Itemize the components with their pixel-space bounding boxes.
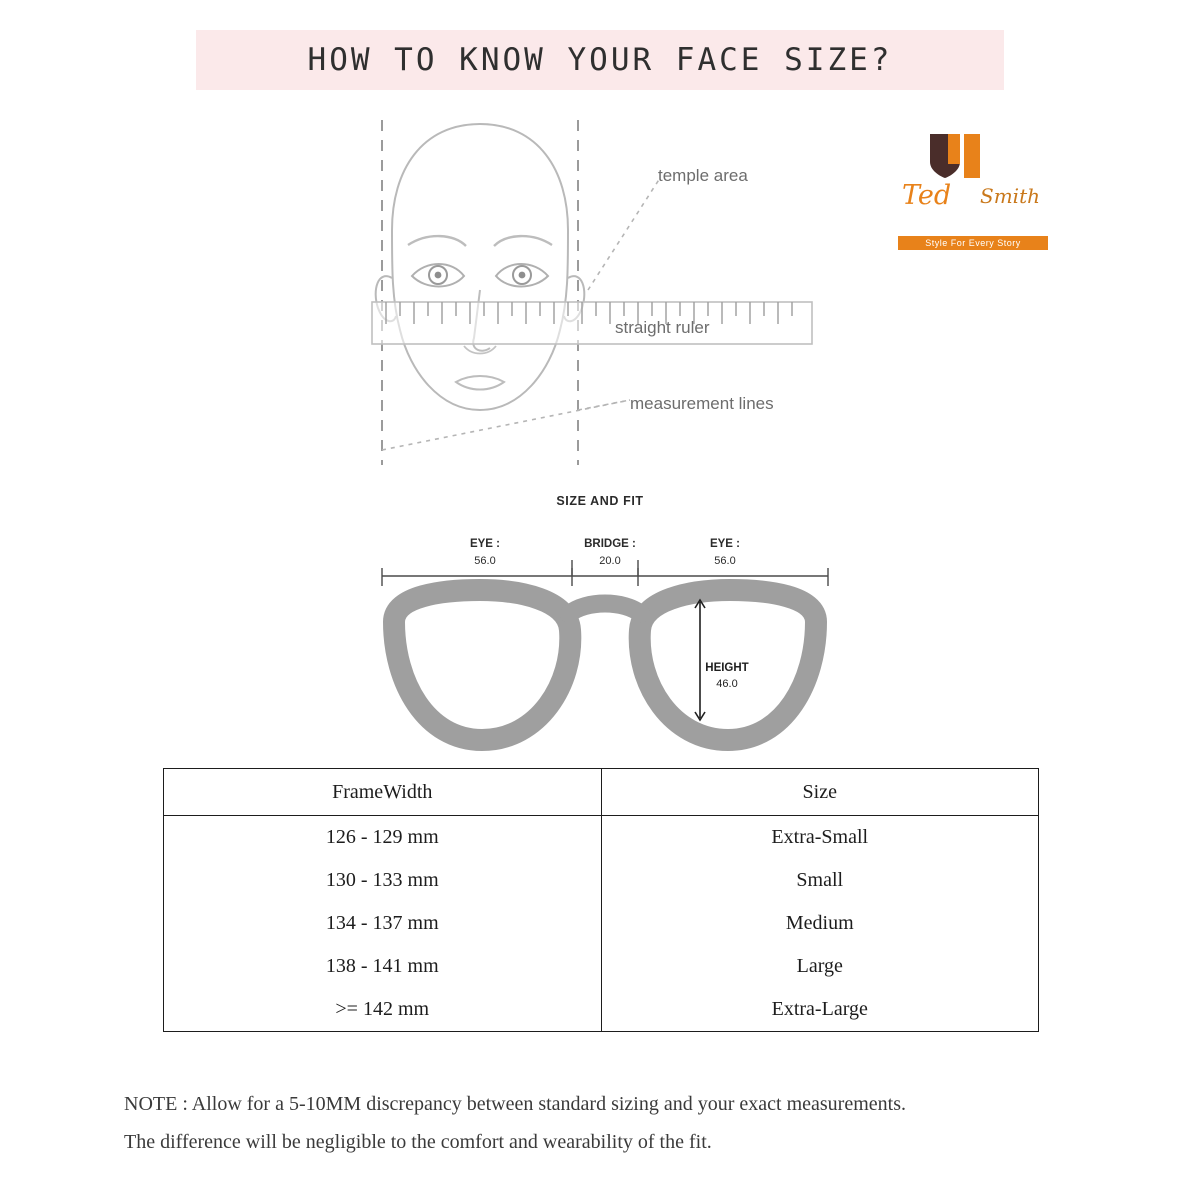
sizing-note-line-2: The difference will be negligible to the comfort and wearability of the fit. (124, 1131, 712, 1153)
logo-text-smith: Smith (980, 184, 1040, 208)
table-header-framewidth: FrameWidth (164, 769, 601, 816)
logo-text-ted: Ted (902, 180, 952, 211)
face-measurement-diagram (330, 110, 870, 490)
table-header-row (164, 769, 1038, 816)
frame-width-size-table (163, 768, 1039, 1032)
logo-tagline: Style For Every Story (898, 236, 1048, 250)
table-cell-framewidth: 130 - 133 mm (164, 859, 601, 902)
table-header-size: Size (601, 769, 1038, 816)
annotation-temple-area: temple area (658, 166, 748, 185)
measurement-eye-left-value: 56.0 (474, 555, 496, 567)
sizing-note-line-1: NOTE : Allow for a 5-10MM discrepancy between standard sizing and your exact measurements. (124, 1093, 906, 1115)
logo-mark-icon (920, 132, 1040, 182)
page-title: HOW TO KNOW YOUR FACE SIZE? (307, 42, 893, 78)
measurement-height-value: 46.0 (716, 678, 738, 690)
annotation-measurement-lines: measurement lines (630, 394, 774, 413)
table-cell-size: Large (796, 955, 843, 977)
table-cell-framewidth: >= 142 mm (164, 988, 601, 1031)
table-cell-size: Medium (785, 912, 854, 934)
table-cell-framewidth: 134 - 137 mm (164, 902, 601, 945)
table-row (164, 902, 1038, 945)
measurement-eye-right-value: 56.0 (714, 555, 736, 567)
table-row (164, 859, 1038, 902)
annotation-straight-ruler: straight ruler (615, 318, 710, 337)
table-row (164, 945, 1038, 988)
measurement-bridge-label: BRIDGE : (584, 538, 636, 550)
table-row (164, 988, 1038, 1031)
brand-logo (898, 132, 1078, 250)
measurement-eye-right-label: EYE : (709, 538, 741, 550)
table-cell-framewidth: 126 - 129 mm (164, 816, 601, 860)
measurement-bridge-value: 20.0 (599, 555, 621, 567)
sizing-note (124, 1085, 1104, 1161)
measurement-height (684, 660, 770, 692)
measurement-eye-left-label: EYE : (469, 538, 501, 550)
table-cell-size: Small (796, 869, 844, 891)
page-title-banner (196, 30, 1004, 90)
table-cell-framewidth: 138 - 141 mm (164, 945, 601, 988)
measurement-height-label: HEIGHT (705, 662, 749, 674)
table-row (164, 816, 1038, 860)
face-illustration (330, 110, 870, 490)
table-cell-size: Extra-Small (771, 826, 869, 848)
table-cell-size: Extra-Large (771, 998, 868, 1020)
size-and-fit-heading: SIZE AND FIT (556, 494, 644, 508)
